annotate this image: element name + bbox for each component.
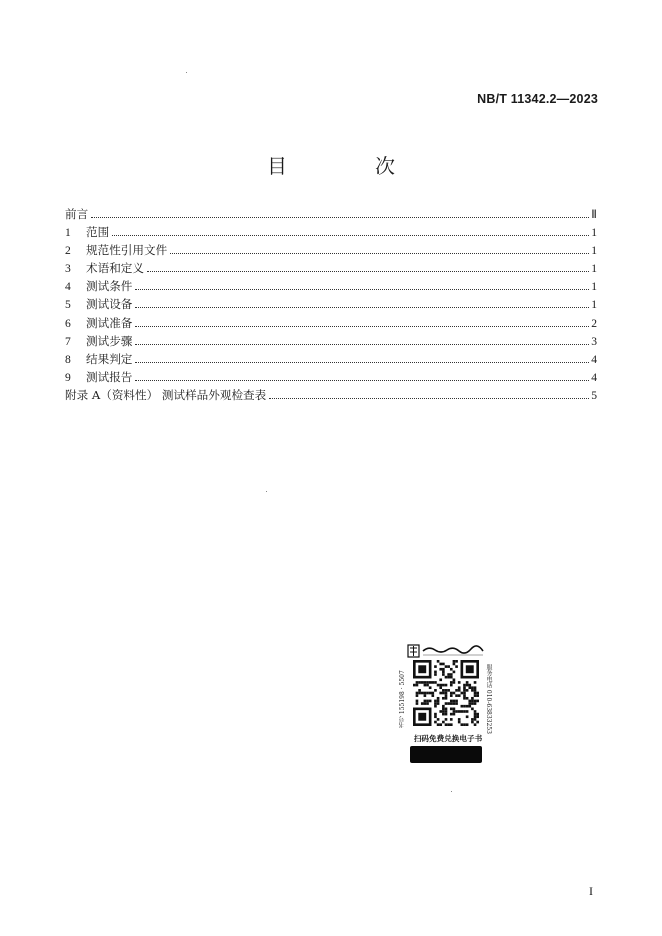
toc-entry-number: 8 [65,352,71,366]
toc-entry[interactable] [65,277,597,295]
qr-caption: 扫码免费兑换电子书 [413,734,483,743]
toc-entry-page: 1 [591,226,597,240]
toc-entry[interactable] [65,223,597,241]
service-phone-text: 服务电话 010-63833253 [485,664,492,734]
toc-entry-label: 测试条件 [86,279,133,294]
toc-entry[interactable] [65,368,597,386]
toc-entry-label: 结果判定 [86,351,133,366]
toc-entry-number: 4 [65,280,71,294]
publisher-logo [407,644,485,658]
toc-entry-page: 4 [591,370,597,384]
toc-entry-page: 5 [591,388,597,402]
toc-leader-dots [112,234,589,236]
scan-speck [451,791,452,792]
toc-entry-label: 范围 [86,225,110,240]
table-of-contents [65,205,597,404]
document-code: NB/T 11342.2—2023 [477,92,598,106]
toc-entry-label: 测试步骤 [86,333,133,348]
toc-leader-dots [269,397,589,399]
toc-entry-label: 测试报告 [86,369,133,384]
toc-entry-number: 1 [65,226,71,240]
toc-entry-page: 1 [591,244,597,258]
toc-entry-number: 6 [65,316,71,330]
page-number: I [589,884,593,898]
toc-entry[interactable] [65,241,597,259]
scan-speck [186,72,187,73]
toc-leader-dots [135,343,589,345]
toc-entry-number: 3 [65,262,71,276]
toc-entry-page: Ⅱ [591,208,597,221]
redacted-block [410,746,482,763]
toc-entry-page: 1 [591,280,597,294]
publisher-logo-icon [407,644,485,658]
page-title: 目 次 [267,154,429,178]
toc-entry-label: 规范性引用文件 [86,243,168,258]
toc-entry[interactable] [65,259,597,277]
toc-leader-dots [170,252,589,254]
toc-leader-dots [91,216,589,218]
scan-speck [266,491,267,492]
toc-entry[interactable] [65,205,597,223]
toc-entry-page: 1 [591,298,597,312]
toc-entry-label: 附录 A（资料性） 测试样品外观检查表 [65,387,267,402]
toc-entry-number: 5 [65,298,71,312]
toc-leader-dots [135,306,589,308]
toc-entry-number: 2 [65,244,71,258]
toc-entry-number: 9 [65,370,71,384]
toc-entry-page: 3 [591,334,597,348]
toc-entry-label: 测试设备 [86,297,133,312]
qr-code[interactable] [413,660,479,726]
toc-entry-page: 4 [591,352,597,366]
toc-entry[interactable] [65,295,597,313]
toc-leader-dots [135,288,589,290]
toc-leader-dots [135,361,589,363]
toc-entry-page: 2 [591,316,597,330]
toc-entry[interactable] [65,386,597,404]
toc-entry[interactable] [65,332,597,350]
toc-entry-label: 术语和定义 [86,261,144,276]
toc-entry-label: 测试准备 [86,315,133,330]
toc-entry-number: 7 [65,334,71,348]
toc-entry[interactable] [65,350,597,368]
toc-entry-page: 1 [591,262,597,276]
isbn-text: 书号 155198 · 5507 [399,670,406,728]
toc-leader-dots [135,325,589,327]
toc-entry[interactable] [65,314,597,332]
toc-leader-dots [135,379,589,381]
toc-entry-label: 前言 [65,207,89,221]
toc-leader-dots [147,270,589,272]
